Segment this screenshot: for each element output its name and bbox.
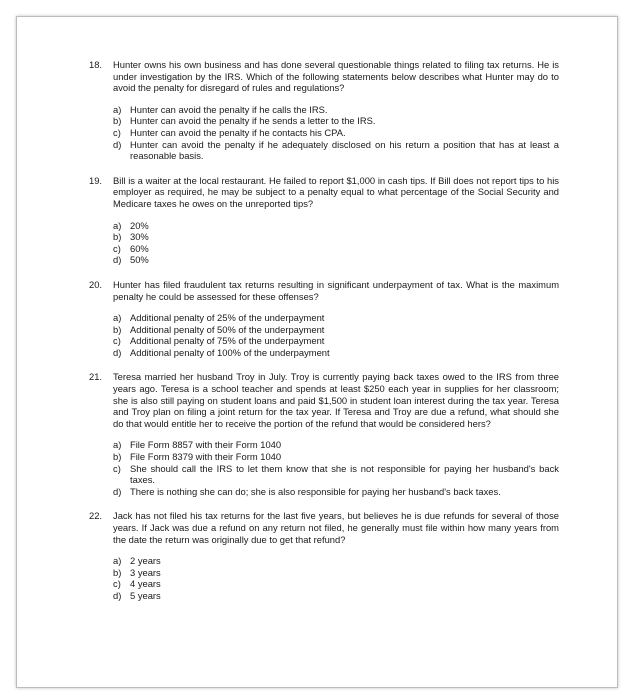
option-b	[113, 451, 559, 463]
option-label: d)	[113, 589, 122, 601]
option-c	[113, 578, 559, 590]
question-text: Hunter has filed fraudulent tax returns resulting in significant underpayment of tax. What is the maximum penalty he could be assessed for these offenses?	[113, 278, 559, 302]
option-text: 4 years	[130, 578, 161, 590]
question-list	[89, 59, 559, 615]
option-text: File Form 8857 with their Form 1040	[130, 439, 282, 451]
question-19	[89, 175, 559, 266]
option-label: c)	[113, 462, 121, 474]
option-label: a)	[113, 312, 122, 324]
option-label: c)	[113, 335, 121, 347]
option-c	[113, 335, 559, 347]
option-a	[113, 220, 559, 232]
question-number: 18.	[89, 59, 103, 70]
answer-options	[113, 312, 559, 358]
option-b	[113, 231, 559, 243]
question-21	[89, 371, 559, 497]
answer-options	[113, 439, 559, 497]
option-label: a)	[113, 103, 122, 115]
option-label: c)	[113, 242, 121, 254]
option-label: c)	[113, 126, 121, 138]
option-label: d)	[113, 254, 122, 266]
option-b	[113, 115, 559, 127]
option-text: 60%	[130, 242, 149, 254]
option-d	[113, 347, 559, 359]
option-label: b)	[113, 231, 122, 243]
option-text: 20%	[130, 219, 149, 231]
question-text: Hunter owns his own business and has done several questionable things related to filing tax returns. He is under investigation by the IRS. Which of the following statements below describes what Hunter may do to avoid the penalty for disregard of rules and regulations?	[113, 59, 559, 94]
question-number: 20.	[89, 278, 103, 290]
option-text: File Form 8379 with their Form 1040	[130, 451, 282, 463]
question-text: Teresa married her husband Troy in July. Troy is currently paying back taxes owed to the IRS from three years ago. Teresa is a school teacher and spends at least $250 each year in supplies for her classroom; she is also still paying on student loans and paid $1,500 in student loan interest during the tax year. Teresa and Troy plan on filing a joint return for the tax year. If Teresa and Troy are due a refund, what should she do that would entitle her to receive the portion of the refund that would be considered hers?	[113, 371, 559, 429]
question-22	[89, 510, 559, 601]
option-label: b)	[113, 323, 122, 335]
option-text: Additional penalty of 100% of the underpayment	[130, 346, 330, 358]
question-20	[89, 279, 559, 359]
option-text: Hunter can avoid the penalty if he contacts his CPA.	[130, 126, 346, 138]
question-18	[89, 59, 559, 162]
option-d	[113, 254, 559, 266]
option-c	[113, 243, 559, 255]
option-a	[113, 104, 559, 116]
option-text: Additional penalty of 25% of the underpayment	[130, 312, 325, 324]
option-c	[113, 463, 559, 486]
option-text: Additional penalty of 75% of the underpayment	[130, 335, 325, 347]
option-text: There is nothing she can do; she is also responsible for paying her husband's back taxes.	[130, 485, 501, 497]
document-page	[16, 16, 618, 688]
option-text: 30%	[130, 231, 149, 243]
option-text: 2 years	[130, 555, 161, 567]
option-d	[113, 139, 559, 162]
option-d	[113, 486, 559, 498]
option-label: d)	[113, 138, 122, 150]
answer-options	[113, 220, 559, 266]
question-text: Jack has not filed his tax returns for the last five years, but believes he is due refunds for several of those years. If Jack was due a refund on any return not filed, he generally must file within how many years from the date the return was originally due to get that refund?	[113, 510, 559, 545]
option-b	[113, 567, 559, 579]
option-label: a)	[113, 439, 122, 451]
option-label: b)	[113, 115, 122, 127]
question-text: Bill is a waiter at the local restaurant. He failed to report $1,000 in cash tips. If Bill does not report tips to his employer as required, he may be subject to a penalty equal to what percentage of the Social Security and Medicare taxes he owes on the unreported tips?	[113, 174, 559, 209]
answer-options	[113, 104, 559, 162]
option-c	[113, 127, 559, 139]
option-text: Hunter can avoid the penalty if he adequately disclosed on his return a position that has at least a reasonable basis.	[130, 138, 559, 162]
option-a	[113, 312, 559, 324]
option-a	[113, 439, 559, 451]
option-label: a)	[113, 219, 122, 231]
option-text: Hunter can avoid the penalty if he calls the IRS.	[130, 103, 328, 115]
question-number: 19.	[89, 174, 103, 186]
option-b	[113, 324, 559, 336]
option-label: b)	[113, 566, 122, 578]
option-text: 5 years	[130, 589, 161, 601]
option-text: 3 years	[130, 566, 161, 578]
option-label: c)	[113, 578, 121, 590]
option-text: She should call the IRS to let them know that she is not responsible for paying her husband's back taxes.	[130, 462, 559, 486]
option-label: a)	[113, 555, 122, 567]
answer-options	[113, 555, 559, 601]
option-label: d)	[113, 485, 122, 497]
option-text: Hunter can avoid the penalty if he sends a letter to the IRS.	[130, 115, 376, 127]
option-a	[113, 555, 559, 567]
option-text: Additional penalty of 50% of the underpayment	[130, 323, 325, 335]
option-label: b)	[113, 451, 122, 463]
option-d	[113, 590, 559, 602]
question-number: 21.	[89, 371, 103, 383]
option-label: d)	[113, 346, 122, 358]
option-text: 50%	[130, 254, 149, 266]
question-number: 22.	[89, 510, 103, 522]
